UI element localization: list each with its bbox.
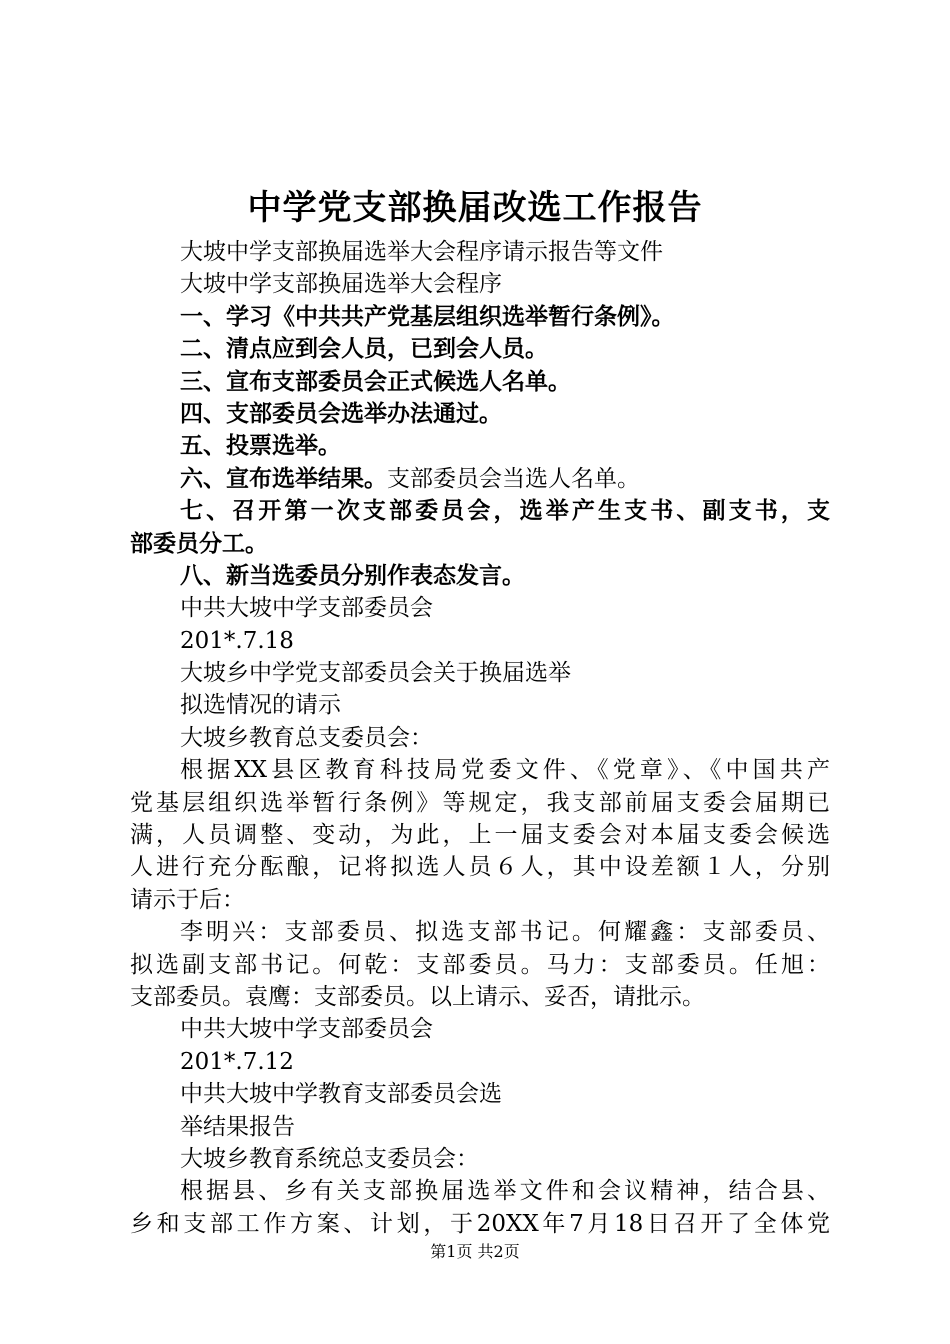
agenda-item: 七、召开第一次支部委员会，选举产生支书、副支书，支: [180, 498, 830, 525]
signature-org: 中共大坡中学支部委员会: [180, 1016, 433, 1043]
paragraph-line: 乡和支部工作方案、计划，于20XX年7月18日召开了全体党: [130, 1210, 830, 1237]
paragraph-line: 李明兴：支部委员、拟选支部书记。何耀鑫：支部委员、: [180, 919, 830, 946]
paragraph-line: 拟选副支部书记。何乾：支部委员。马力：支部委员。任旭：: [130, 951, 830, 978]
section-heading: 大坡乡中学党支部委员会关于换届选举: [180, 660, 571, 687]
paragraph-line: 支部委员。袁鹰：支部委员。以上请示、妥否，请批示。: [130, 983, 705, 1010]
agenda-item: 三、宣布支部委员会正式候选人名单。: [180, 368, 571, 395]
section-heading: 中共大坡中学教育支部委员会选: [180, 1081, 502, 1108]
section-heading: 拟选情况的请示: [180, 692, 341, 719]
text-line: 大坡中学支部换届选举大会程序: [180, 271, 502, 298]
page-footer: 第1页 共2页: [430, 1242, 520, 1261]
agenda-item: 一、学习《中共共产党基层组织选举暂行条例》。: [180, 303, 675, 330]
paragraph-line: 请示于后：: [130, 886, 245, 913]
paragraph-line: 党基层组织选举暂行条例》等规定，我支部前届支委会届期已: [130, 789, 830, 816]
text-line: 大坡中学支部换届选举大会程序请示报告等文件: [180, 239, 663, 265]
agenda-item-bold: 六、宣布选举结果。: [180, 465, 387, 492]
paragraph-line: 人进行充分酝酿，记将拟选人员６人，其中设差额１人，分别: [130, 854, 830, 881]
agenda-item: 二、清点应到会人员，已到会人员。: [180, 336, 548, 363]
signature-org: 中共大坡中学支部委员会: [180, 595, 433, 622]
agenda-item: 五、投票选举。: [180, 433, 341, 460]
paragraph-line: 根据XX县区教育科技局党委文件、《党章》、《中国共产: [180, 757, 830, 784]
section-heading: 举结果报告: [180, 1113, 295, 1140]
signature-date: 201*.7.12: [180, 1048, 294, 1075]
document-body: [130, 236, 830, 1240]
salutation: 大坡乡教育总支委员会：: [180, 724, 433, 751]
salutation: 大坡乡教育系统总支委员会：: [180, 1145, 479, 1172]
agenda-item-plain: 支部委员会当选人名单。: [387, 465, 640, 492]
agenda-item: [130, 463, 830, 495]
agenda-item: 八、新当选委员分别作表态发言。: [180, 562, 525, 589]
paragraph-line: 满，人员调整、变动，为此，上一届支委会对本届支委会候选: [130, 822, 830, 849]
agenda-item-continued: 部委员分工。: [130, 530, 268, 557]
paragraph-line: 根据县、乡有关支部换届选举文件和会议精神，结合县、: [180, 1178, 830, 1205]
signature-date: 201*.7.18: [180, 627, 294, 654]
agenda-item: 四、支部委员会选举办法通过。: [180, 400, 502, 427]
document-title: 中学党支部换届改选工作报告: [247, 188, 703, 228]
